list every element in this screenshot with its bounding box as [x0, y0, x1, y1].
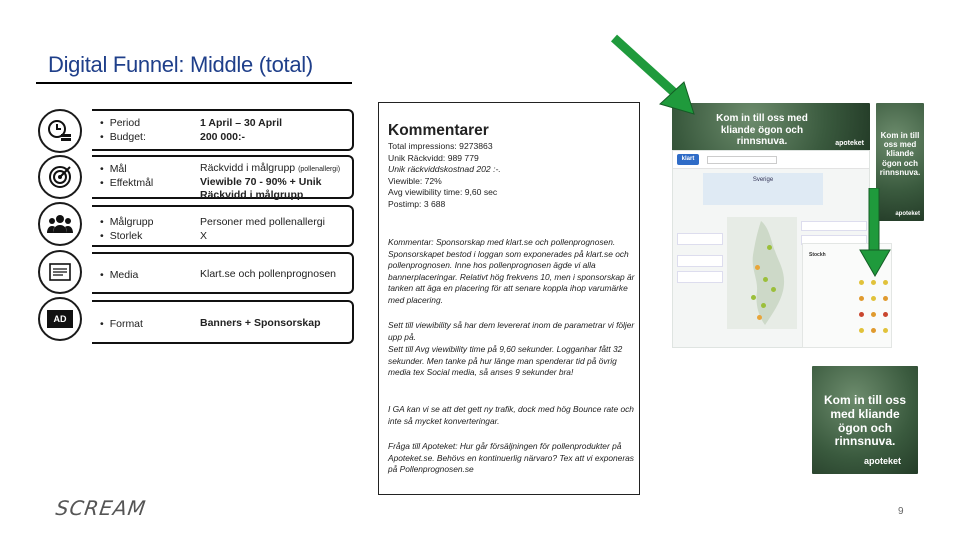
scream-logo: SCREAM: [54, 496, 148, 520]
square-banner-text: Kom in till oss med kliande ögon och rinnsnuva.: [823, 393, 906, 449]
stat-reach-cost: Unik räckviddskostnad 202 :-.: [388, 164, 501, 175]
ad-icon-text: AD: [47, 310, 73, 328]
site-map: [727, 217, 797, 329]
row-format: [92, 300, 354, 344]
title-underline: [36, 82, 352, 84]
side-banner-logo: apoteket: [895, 211, 920, 217]
comment-paragraph-3: Sett till Avg viewibility time på 9,60 sekunder. Logganhar fått 32 sekunder. Men tanke på hur länge man spenderar tid på övrig media tex Social media, så anses 9 sekunder bra!: [388, 344, 623, 378]
comment-paragraph-1: Kommentar: Sponsorskap med klart.se och pollenprognosen. Sponsorskapet bestod i loggan som exponerades på klart.se och pollenprognosen. Inne hos pollenprognosen ägde vi alla bannerplaceringar. Relativt hög frekvens 10, men i sponsorskap är tanken att äga en placering för att senare koppla ihop varumärke med placering.: [388, 237, 635, 305]
comment-paragraph-2: Sett till viewibility så har dem levererat inom de parametrar vi följer upp på.: [388, 320, 635, 342]
value-goal: Räckvidd i målgrupp: [200, 162, 296, 174]
map-pin: [761, 303, 766, 308]
map-pin: [755, 265, 760, 270]
site-search-input: [707, 156, 777, 164]
row-goal: [92, 155, 354, 199]
value-format: Banners + Sponsorskap: [200, 317, 321, 329]
arrow-down-icon: [858, 188, 892, 280]
label-size: • Storlek: [100, 229, 153, 243]
top-banner-logo: apoteket: [835, 140, 864, 147]
label-media: • Media: [100, 268, 138, 282]
arrow-down-right-icon: [608, 34, 700, 116]
stat-reach: Unik Räckvidd: 989 779: [388, 152, 479, 163]
side-banner-text: Kom in till oss med kliande ögon och rinnsnuva.: [879, 131, 921, 177]
value-effect-goal: Viewible 70 - 90% + Unik Räckvidd i målgrupp: [200, 176, 322, 201]
label-format: • Format: [100, 317, 143, 331]
site-header: [673, 151, 869, 169]
ad-icon: [38, 297, 82, 341]
site-place-card: [703, 173, 823, 205]
stat-view-time: Avg viewibility time: 9,60 sec: [388, 187, 498, 198]
row-target-group: [92, 205, 354, 247]
newspaper-icon: [38, 250, 82, 294]
label-effect-goal: • Effektmål: [100, 176, 153, 190]
people-icon: [38, 202, 82, 246]
value-size: X: [200, 230, 208, 242]
label-goal: • Mål: [100, 162, 153, 176]
map-pin: [757, 315, 762, 320]
map-pin: [767, 245, 772, 250]
square-banner-ad: [812, 366, 918, 474]
map-pin: [763, 277, 768, 282]
value-budget: 200 000:-: [200, 131, 245, 143]
label-target-group: • Målgrupp: [100, 215, 153, 229]
site-place-name: Sverige: [752, 177, 774, 183]
page-number: 9: [898, 506, 904, 517]
map-pin: [751, 295, 756, 300]
page-title: Digital Funnel: Middle (total): [48, 52, 313, 77]
top-banner-text: Kom in till oss med kliande ögon och rinnsnuva.: [716, 113, 808, 147]
stat-viewable: Viewible: 72%: [388, 175, 442, 186]
label-period: • Period: [100, 116, 146, 130]
square-banner-logo: apoteket: [864, 456, 902, 466]
target-icon: [38, 155, 82, 199]
top-banner-ad: [672, 103, 870, 151]
comments-stats: [388, 141, 638, 211]
value-period: 1 April – 30 April: [200, 117, 283, 129]
comment-paragraph-5: Fråga till Apoteket: Hur går försäljningen för pollenprodukter på Apoteket.se. Behövs en kontinuerlig närvaro? Tex att vi exponeras på Pollenprognosen.se: [388, 441, 634, 475]
label-budget: • Budget:: [100, 130, 146, 144]
value-goal-note: (pollenallergi): [298, 166, 341, 173]
value-target-group: Personer med pollenallergi: [200, 216, 325, 228]
site-side-card: [677, 271, 723, 283]
site-side-card: [677, 233, 723, 245]
row-media: [92, 252, 354, 294]
stat-postimp: Postimp: 3 688: [388, 198, 446, 209]
klart-logo: klart: [677, 154, 699, 165]
site-side-card: [677, 255, 723, 267]
value-media: Klart.se och pollenprognosen: [200, 268, 337, 280]
pollen-place: Stockh: [809, 252, 826, 258]
map-pin: [771, 287, 776, 292]
row-period-budget: [92, 109, 354, 151]
comment-paragraph-4: I GA kan vi se att det gett ny trafik, dock med hög Bounce rate och inte så mycket konverteringar.: [388, 404, 634, 426]
stat-impressions: Total impressions: 9273863: [388, 141, 493, 151]
clock-money-icon: [38, 109, 82, 153]
comments-title: Kommentarer: [388, 122, 489, 139]
